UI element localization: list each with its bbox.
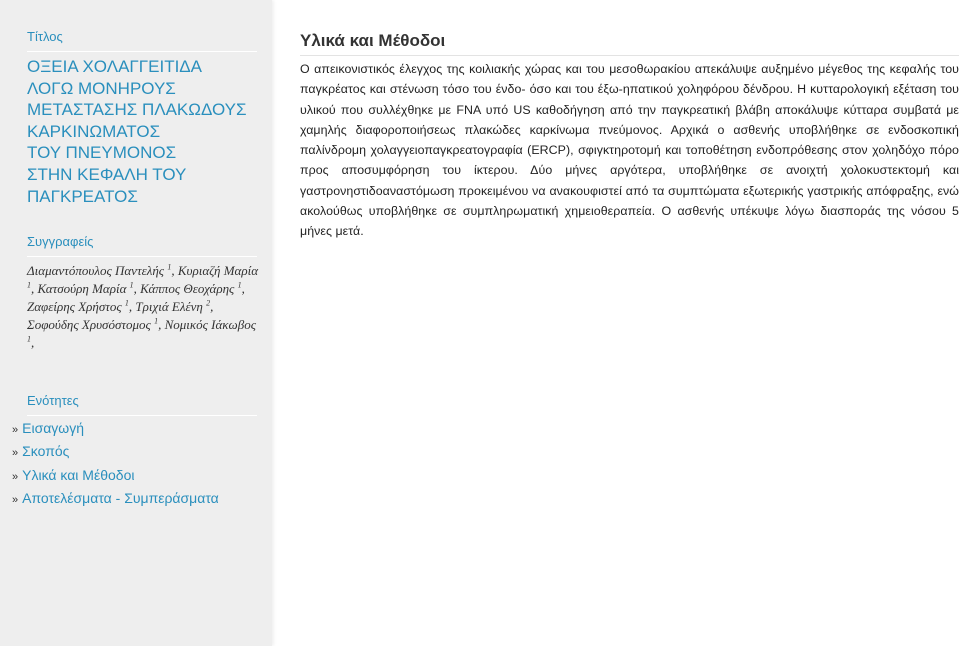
sections-nav-label: Υλικά και Μέθοδοι xyxy=(22,466,135,483)
poster-title: ΟΞΕΙΑ ΧΟΛΑΓΓΕΙΤΙΔΑ ΛΟΓΩ ΜΟΝΗΡΟΥΣ ΜΕΤΑΣΤΑΣΗΣ ΠΛΑΚΩΔΟΥΣ ΚΑΡΚΙΝΩΜΑΤΟΣ ΤΟΥ ΠΝΕΥΜΟΝΟΣ ΣΤΗΝ ΚΕΦΑΛΗ ΤΟΥ ΠΑΓΚΡΕΑΤΟΣ xyxy=(27,57,247,206)
authors-list: Διαμαντόπουλος Παντελής $^1$, Κυριαζή Μαρία $^1$, Κατσούρη Μαρία $^1$, Κάππος Θεοχάρης $^1$, Ζαφείρης Χρήστος $^1$, Τριχιά Ελένη $^2$, Σοφούδης Χρυσόστομος $^1$, Νομικός Ιάκωβος $^1$, xyxy=(27,262,259,350)
authors-section-label: Συγγραφείς xyxy=(27,234,257,257)
sections-nav-label: Σκοπός xyxy=(22,443,70,460)
author-affiliation: 1 xyxy=(27,334,31,344)
author-name: Διαμαντόπουλος Παντελής xyxy=(27,263,165,278)
sections-nav-item[interactable] xyxy=(12,441,262,464)
sections-nav-item[interactable] xyxy=(12,418,262,441)
author-name: Σοφούδης Χρυσόστομος xyxy=(27,317,151,332)
sections-nav-item[interactable] xyxy=(12,465,262,488)
author-name: Κάππος Θεοχάρης xyxy=(140,281,235,296)
sections-nav-label: Αποτελέσματα - Συμπεράσματα xyxy=(22,489,219,506)
author-name: Κυριαζή Μαρία xyxy=(177,263,259,278)
nav-bullet-icon: » xyxy=(12,470,19,483)
author-name: Ζαφείρης Χρήστος xyxy=(27,299,122,314)
author-affiliation: 1 xyxy=(27,280,31,290)
sections-nav-item[interactable] xyxy=(12,488,262,511)
sidebar xyxy=(0,0,272,646)
author-affiliation: 1 xyxy=(154,316,159,326)
sections-section-label: Ενότητες xyxy=(27,393,257,416)
author-affiliation: 1 xyxy=(129,280,134,290)
title-section-label: Τίτλος xyxy=(27,29,257,52)
author-name: Τριχιά Ελένη xyxy=(135,299,203,314)
nav-bullet-icon: » xyxy=(12,424,19,436)
author-affiliation: 1 xyxy=(124,298,129,308)
author-affiliation: 2 xyxy=(206,298,211,308)
nav-bullet-icon: » xyxy=(12,447,19,460)
main-content xyxy=(300,30,959,242)
nav-bullet-icon: » xyxy=(12,493,19,506)
sections-nav xyxy=(12,418,262,511)
sections-nav-label: Εισαγωγή xyxy=(22,420,85,436)
author-affiliation: 1 xyxy=(167,262,172,272)
author-affiliation: 1 xyxy=(237,280,242,290)
author-name: Νομικός Ιάκωβος xyxy=(164,317,256,332)
author-name: Κατσούρη Μαρία xyxy=(37,281,127,296)
section-heading: Υλικά και Μέθοδοι xyxy=(300,30,959,56)
section-body: Ο απεικονιστικός έλεγχος της κοιλιακής χώρας και του μεσοθωρακίου απεκάλυψε αυξημένο μέγεθος της κεφαλής του παγκρέατος και στένωση τόσο του ένδο- όσο και του έξω-ηπατικού χοληφόρου δένδρου. Η κυτταρολογική εξέταση του υλικού που συλλέχθηκε με FNA υπό US καθοδήγηση από την παγκρεατική βλάβη αποκάλυψε κύτταρα συμβατά με χαμηλής διαφοροποιήσεως πλακώδες καρκίνωμα πνεύμονος. Αρχικά ο ασθενής υποβλήθηκε σε ενδοσκοπική παλίνδρομη χολαγγειοπαγκρεατογραφία (ERCP), σφιγκτηροτομή και τοποθέτηση ενδοπρόθεσης στον χοληδόχο πόρο προς αποσυμφόρηση του ίκτερου. Δύο μήνες αργότερα, υποβλήθηκε σε ανοιχτή χολοκυστεκτομή και γαστρονηστιδοαναστόμωση προκειμένου να ανακουφιστεί από τα συμπτώματα εξωτερικής γαστρικής απόφραξης, ενώ ακολούθως υποβλήθηκε σε συμπληρωματική χημειοθεραπεία. Ο ασθενής υπέκυψε λόγω διασποράς της νόσου 5 μήνες μετά. xyxy=(300,62,959,239)
